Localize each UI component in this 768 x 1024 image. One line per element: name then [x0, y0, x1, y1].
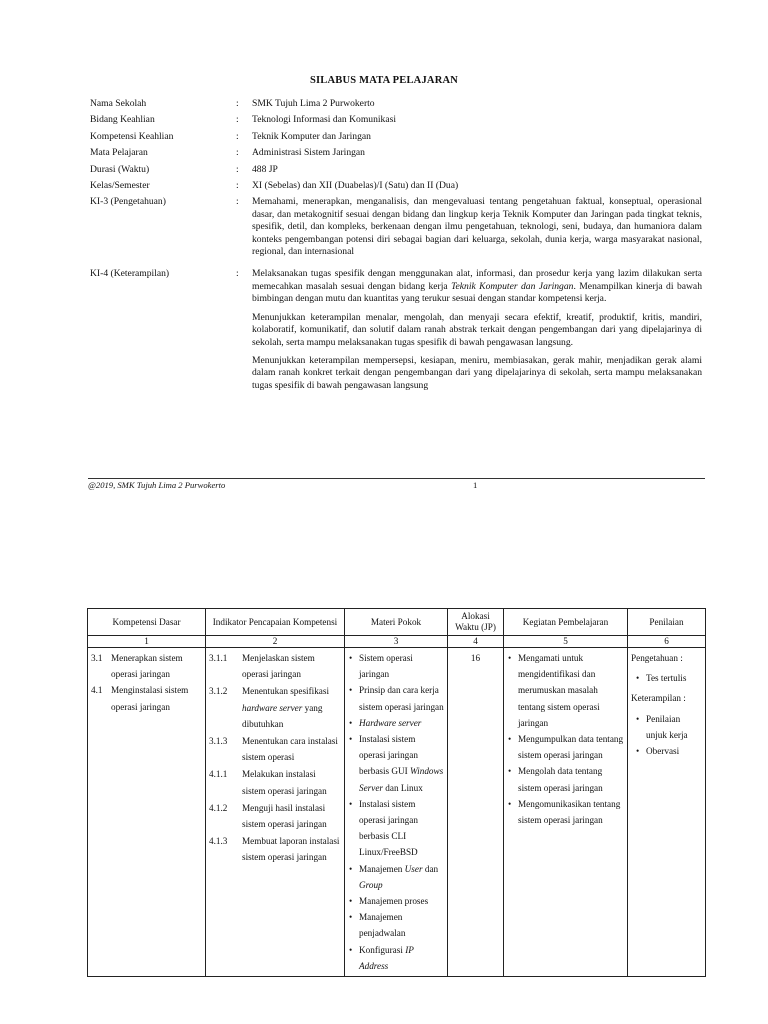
info-row-kompetensi-keahlian: Kompetensi Keahlian : Teknik Komputer dan Jaringan [90, 131, 702, 143]
info-label: Durasi (Waktu) [90, 163, 150, 175]
ki3-text: Memahami, menerapkan, menganalisis, dan mengevaluasi tentang pengetahuan faktual, konseptual, operasional dasar, dan metakognitif sesuai dengan bidang dan lingkup kerja Teknik Komputer dan Jaringan pada tingkat teknis, spesifik, detil, dan kompleks, berkenaan dengan ilmu pengetahuan, teknologi, seni, budaya, dan humaniora dalam konteks pengembangan potensi diri sebagai bagian dari keluarga, sekolah, dunia kerja, warga masyarakat nasional, regional, dan internasional [252, 196, 702, 258]
info-row-kelas-semester: Kelas/Semester : XI (Sebelas) dan XII (Duabelas)/I (Satu) dan II (Dua) [90, 180, 702, 192]
column-number: 2 [206, 636, 345, 648]
indikator-item: 3.1.2 Menentukan spesifikasi hardware server yang dibutuhkan [209, 686, 330, 729]
penilaian-item: • Obervasi [646, 743, 702, 759]
materi-item: • Manajemen proses [359, 893, 444, 909]
info-row-bidang-keahlian: Bidang Keahlian : Teknologi Informasi dan Komunikasi [90, 114, 702, 126]
info-row-durasi: Durasi (Waktu) : 488 JP [90, 164, 702, 176]
header-kompetensi-dasar: Kompetensi Dasar [88, 609, 206, 636]
penilaian-keterampilan-label: Keterampilan : [631, 693, 686, 704]
header-kegiatan: Kegiatan Pembelajaran [504, 609, 628, 636]
column-number: 6 [628, 636, 706, 648]
indikator-item: 4.1.3 Membuat laporan instalasi sistem operasi jaringan [209, 836, 340, 863]
info-value: Teknologi Informasi dan Komunikasi [252, 114, 397, 126]
column-number: 1 [88, 636, 206, 648]
info-row-mata-pelajaran: Mata Pelajaran : Administrasi Sistem Jaringan [90, 147, 702, 159]
ki4-paragraph-2: Menunjukkan keterampilan menalar, mengolah, dan menyaji secara efektif, kreatif, produktif, kritis, mandiri, kolaboratif, komunikatif, dan solutif dalam ranah abstrak terkait dengan pengembangan dari yang dipelajarinya di sekolah, serta mampu melaksanakan tugas spesifik di bawah pengawasan langsung. [252, 311, 702, 348]
indikator-cell [206, 648, 345, 977]
alokasi-waktu-cell: 16 [448, 648, 504, 977]
penilaian-item: • Tes tertulis [646, 670, 702, 686]
header-penilaian: Penilaian [628, 609, 706, 636]
column-number-row [88, 636, 706, 648]
footer-copyright: @2019, SMK Tujuh Lima 2 Purwokerto [88, 480, 226, 490]
info-value: 488 JP [252, 163, 278, 175]
document-title: SILABUS MATA PELAJARAN [309, 75, 459, 86]
table-header-row [88, 609, 706, 636]
info-row-ki3: KI-3 (Pengetahuan) : Memahami, menerapkan, menganalisis, dan mengevaluasi tentang pengetahuan faktual, konseptual, operasional dasar, dan metakognitif sesuai dengan bidang dan lingkup kerja Teknik Komputer dan Jaringan pada tingkat teknis, spesifik, detil, dan kompleks, berkenaan dengan ilmu pengetahuan, teknologi, seni, budaya, dan humaniora dalam konteks pengembangan potensi diri sebagai bagian dari keluarga, sekolah, dunia kerja, warga masyarakat nasional, regional, dan internasional [90, 196, 702, 264]
column-number: 5 [504, 636, 628, 648]
info-label: Kompetensi Keahlian [90, 130, 174, 142]
penilaian-cell [628, 648, 706, 977]
materi-item: • Sistem operasi jaringan [359, 650, 444, 682]
page-number: 1 [473, 480, 478, 490]
ki4-paragraph-1: Melaksanakan tugas spesifik dengan menggunakan alat, informasi, dan prosedur kerja yang lazim dilakukan serta memecahkan masalah sesuai dengan bidang kerja Teknik Komputer dan Jaringan. Menampilkan kinerja di bawah bimbingan dengan mutu dan kuantitas yang terukur sesuai dengan standar kompetensi kerja. [252, 268, 702, 305]
info-value: Administrasi Sistem Jaringan [252, 147, 365, 159]
materi-pokok-cell [345, 648, 448, 977]
indikator-item: 3.1.1 Menjelaskan sistem operasi jaringan [209, 653, 315, 680]
syllabus-table [87, 608, 706, 977]
ki4-text [252, 268, 702, 398]
column-number: 4 [448, 636, 504, 648]
kegiatan-item: • Mengolah data tentang sistem operasi jaringan [518, 763, 624, 795]
materi-item: • Prinsip dan cara kerja sistem operasi jaringan [359, 682, 444, 714]
indikator-item: 3.1.3 Menentukan cara instalasi sistem operasi [209, 736, 338, 763]
ki4-paragraph-3: Menunjukkan keterampilan mempersepsi, kesiapan, meniru, membiasakan, gerak mahir, menjadikan gerak alami dalam ranah konkret terkait dengan pengembangan dari yang dipelajarinya di sekolah, serta mampu melaksanakan tugas spesifik di bawah pengawasan langsung [252, 354, 702, 391]
info-label: Bidang Keahlian [90, 114, 155, 126]
kd-item: 4.1 Menginstalasi sistem operasi jaringan [91, 685, 189, 712]
info-row-nama-sekolah: Nama Sekolah : SMK Tujuh Lima 2 Purwokerto [90, 98, 702, 110]
info-block [90, 98, 702, 402]
penilaian-item: • Penilaian unjuk kerja [646, 711, 702, 743]
info-label: Nama Sekolah [90, 98, 147, 109]
kd-item: 3.1 Menerapkan sistem operasi jaringan [91, 653, 183, 680]
footer-divider [88, 478, 705, 479]
kegiatan-item: • Mengamati untuk mengidentifikasi dan merumuskan masalah tentang sistem operasi jaringan [518, 650, 624, 731]
materi-item: • Instalasi sistem operasi jaringan berbasis CLI Linux/FreeBSD [359, 796, 444, 861]
table-row [88, 648, 706, 977]
indikator-item: 4.1.1 Melakukan instalasi sistem operasi jaringan [209, 769, 327, 796]
info-value: XI (Sebelas) dan XII (Duabelas)/I (Satu) dan II (Dua) [252, 180, 459, 192]
materi-item: • Hardware server [359, 715, 444, 731]
header-alokasi-waktu: Alokasi Waktu (JP) [448, 609, 504, 636]
info-label: KI-4 (Keterampilan) [90, 268, 170, 280]
column-number: 3 [345, 636, 448, 648]
info-label: KI-3 (Pengetahuan) [90, 196, 166, 208]
info-value: SMK Tujuh Lima 2 Purwokerto [252, 98, 375, 109]
indikator-item: 4.1.2 Menguji hasil instalasi sistem operasi jaringan [209, 802, 327, 830]
kegiatan-item: • Mengumpulkan data tentang sistem operasi jaringan [518, 731, 624, 763]
kegiatan-item: • Mengomunikasikan tentang sistem operasi jaringan [518, 796, 624, 828]
kompetensi-dasar-cell [88, 648, 206, 977]
info-row-ki4: KI-4 (Keterampilan) : Melaksanakan tugas spesifik dengan menggunakan alat, informasi, dan prosedur kerja yang lazim dilakukan serta memecahkan masalah sesuai dengan bidang kerja Teknik Komputer dan Jaringan. Menampilkan kinerja di bawah bimbingan dengan mutu dan kuantitas yang terukur sesuai dengan standar kompetensi kerja. Menunjukkan keterampilan menalar, mengolah, dan menyaji secara efektif, kreatif, produktif, kritis, mandiri, kolaboratif, komunikatif, dan solutif dalam ranah abstrak terkait dengan pengembangan dari yang dipelajarinya di sekolah, serta mampu melaksanakan tugas spesifik di bawah pengawasan langsung. Menunjukkan keterampilan mempersepsi, kesiapan, meniru, membiasakan, gerak mahir, menjadikan gerak alami dalam ranah konkret terkait dengan pengembangan dari yang dipelajarinya di sekolah, serta mampu melaksanakan tugas spesifik di bawah pengawasan langsung [90, 268, 702, 398]
kegiatan-cell [504, 648, 628, 977]
materi-item: • Manajemen penjadwalan [359, 909, 444, 941]
materi-item: • Instalasi sistem operasi jaringan berbasis GUI Windows Server dan Linux [359, 731, 444, 796]
header-materi-pokok: Materi Pokok [345, 609, 448, 636]
info-value: Teknik Komputer dan Jaringan [252, 130, 371, 142]
materi-item: • Manajemen User dan Group [359, 861, 444, 893]
penilaian-pengetahuan-label: Pengetahuan : [631, 653, 683, 663]
info-label: Kelas/Semester [90, 180, 150, 192]
materi-item: • Konfigurasi IP Address [359, 942, 444, 974]
header-indikator: Indikator Pencapaian Kompetensi [206, 609, 345, 636]
info-label: Mata Pelajaran [90, 147, 148, 159]
